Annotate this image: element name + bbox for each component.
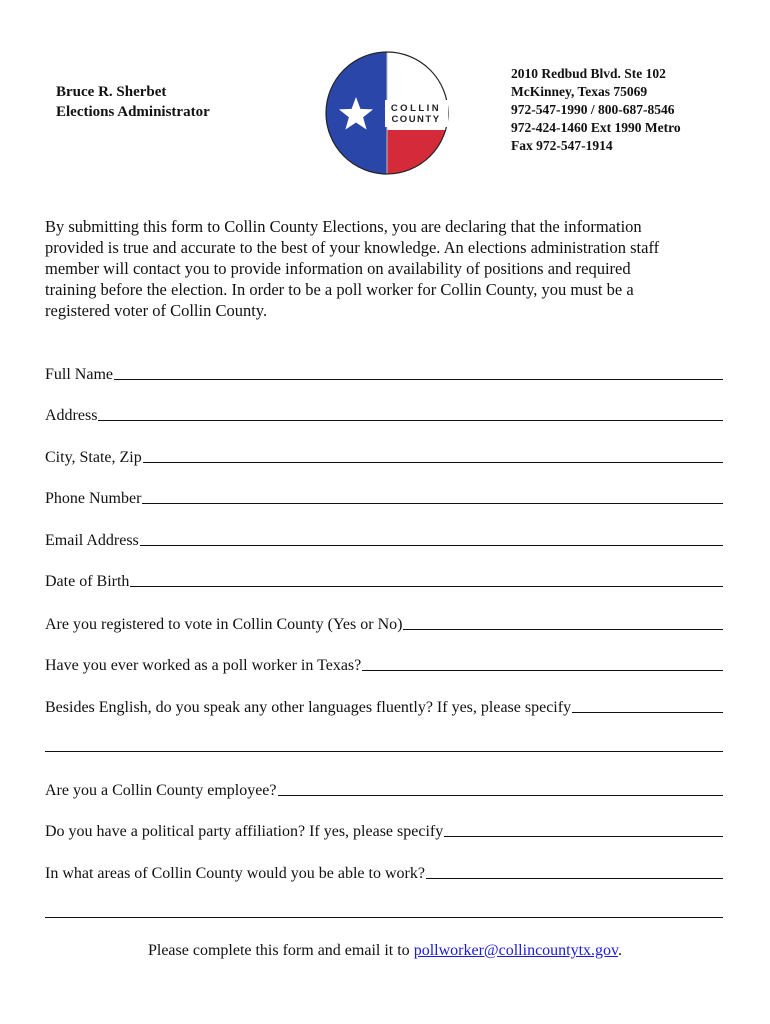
employee-label: Are you a Collin County employee? bbox=[45, 782, 277, 799]
dob-label: Date of Birth bbox=[45, 573, 130, 590]
languages-continuation-line[interactable] bbox=[45, 751, 723, 752]
contact-address-block bbox=[511, 65, 681, 155]
collin-county-logo bbox=[324, 50, 450, 176]
intro-line: registered voter of Collin County. bbox=[45, 301, 268, 320]
party-affiliation-field bbox=[45, 819, 723, 841]
logo-red-field bbox=[387, 130, 450, 176]
phone-input-line[interactable] bbox=[142, 503, 723, 504]
city-state-zip-input-line[interactable] bbox=[143, 462, 723, 463]
admin-title: Elections Administrator bbox=[56, 104, 210, 120]
footer-period: . bbox=[618, 942, 623, 959]
work-areas-continuation-line[interactable] bbox=[45, 917, 723, 918]
email-field bbox=[45, 528, 723, 550]
footer-instruction bbox=[0, 942, 770, 960]
address-label: Address bbox=[45, 407, 98, 424]
poll-worker-input-line[interactable] bbox=[362, 670, 723, 671]
address-line: McKinney, Texas 75069 bbox=[511, 84, 648, 99]
phone-field bbox=[45, 486, 723, 508]
registered-voter-field bbox=[45, 612, 723, 634]
employee-input-line[interactable] bbox=[278, 795, 723, 796]
poll-worker-label: Have you ever worked as a poll worker in Texas? bbox=[45, 657, 362, 674]
admin-block bbox=[56, 82, 210, 122]
address-line: 2010 Redbud Blvd. Ste 102 bbox=[511, 66, 666, 81]
email-input-line[interactable] bbox=[140, 545, 723, 546]
registered-voter-input-line[interactable] bbox=[403, 629, 723, 630]
full-name-label: Full Name bbox=[45, 366, 113, 383]
languages-field bbox=[45, 695, 723, 717]
address-field bbox=[45, 403, 723, 425]
poll-worker-field bbox=[45, 653, 723, 675]
languages-label: Besides English, do you speak any other languages fluently? If yes, please specify bbox=[45, 699, 572, 716]
fax-line: Fax 972-547-1914 bbox=[511, 138, 613, 153]
pollworker-email-link[interactable]: pollworker@collincountytx.gov bbox=[413, 942, 619, 959]
intro-line: training before the election. In order to be a poll worker for Collin County, you must be a bbox=[45, 280, 634, 299]
phone-label: Phone Number bbox=[45, 490, 142, 507]
work-areas-field bbox=[45, 861, 723, 883]
intro-line: provided is true and accurate to the best of your knowledge. An elections administration staff bbox=[45, 238, 660, 257]
work-areas-input-line[interactable] bbox=[426, 878, 723, 879]
logo-text-line1: COLLIN bbox=[390, 103, 442, 114]
intro-line: member will contact you to provide information on availability of positions and required bbox=[45, 259, 631, 278]
intro-paragraph bbox=[45, 216, 735, 321]
city-state-zip-label: City, State, Zip bbox=[45, 449, 142, 466]
metro-phone-line: 972-424-1460 Ext 1990 Metro bbox=[511, 120, 681, 135]
dob-input-line[interactable] bbox=[130, 586, 723, 587]
phone-line: 972-547-1990 / 800-687-8546 bbox=[511, 102, 675, 117]
logo-text-line2: COUNTY bbox=[391, 114, 441, 125]
address-input-line[interactable] bbox=[98, 420, 723, 421]
dob-field bbox=[45, 569, 723, 591]
full-name-input-line[interactable] bbox=[114, 379, 723, 380]
party-affiliation-label: Do you have a political party affiliation? If yes, please specify bbox=[45, 823, 444, 840]
footer-text: Please complete this form and email it to bbox=[147, 942, 414, 959]
city-state-zip-field bbox=[45, 445, 723, 467]
email-label: Email Address bbox=[45, 532, 139, 549]
work-areas-label: In what areas of Collin County would you be able to work? bbox=[45, 865, 425, 882]
employee-field bbox=[45, 778, 723, 800]
admin-name: Bruce R. Sherbet bbox=[56, 84, 167, 100]
registered-voter-label: Are you registered to vote in Collin County (Yes or No) bbox=[45, 616, 403, 633]
languages-input-line[interactable] bbox=[572, 712, 723, 713]
intro-line: By submitting this form to Collin County Elections, you are declaring that the information bbox=[45, 217, 642, 236]
party-affiliation-input-line[interactable] bbox=[444, 836, 723, 837]
full-name-field bbox=[45, 362, 723, 384]
